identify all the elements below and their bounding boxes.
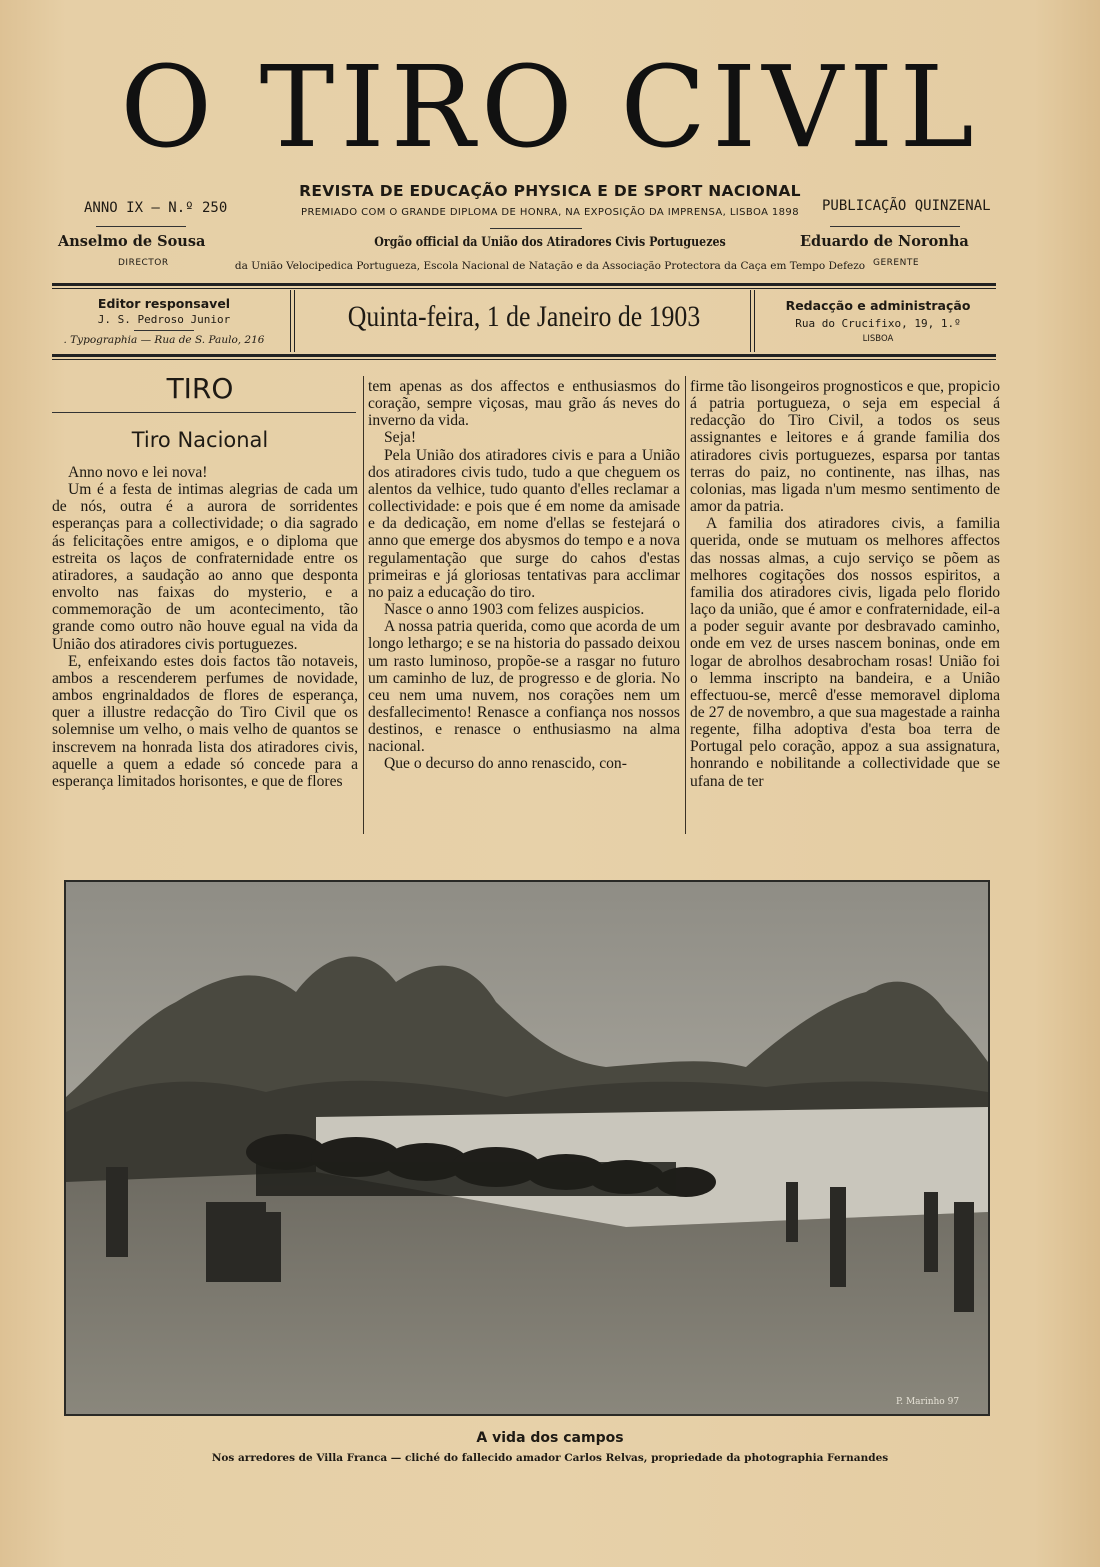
box-divider <box>290 290 291 352</box>
bottom-rule <box>52 354 996 357</box>
admin-city: LISBOA <box>862 334 894 344</box>
manager-role: GERENTE <box>873 258 920 268</box>
paragraph: Seja! <box>384 429 417 447</box>
director-name: Anselmo de Sousa <box>58 233 206 250</box>
paragraph: Nasce o anno 1903 com felizes auspicios. <box>384 601 645 619</box>
article-column-2 <box>368 378 680 773</box>
photo-caption-title: A vida dos campos <box>476 1430 624 1446</box>
top-rule <box>52 283 996 286</box>
paragraph: E, enfeixando estes dois factos tão notaveis, ambos a rescenderem perfumes de novidade, ambos engrinaldados de flores de esperança, quer a illustre redacção do Tiro Civil que os solemnise um velho, o mais velho de quantos se inscrevem na honrada lista dos atiradores civis, aquelle a quem a edade só concede para a esperança limitados horisontes, e que de flores <box>52 652 358 790</box>
publication-frequency: PUBLICAÇÃO QUINZENAL <box>822 198 991 214</box>
divider <box>134 330 194 331</box>
paragraph: Anno novo e lei nova! <box>68 464 208 481</box>
paragraph: Um é a festa de intimas alegrias de cada um de nós, outra é a aurora de sorridentes esperanças para a collectividade; o dia sagrado ás felicitações entre amigos, e o diploma que estreita os laços de confraternidade entre os atiradores, a saudação ao anno que desponta envolto nas faixas do mysterio, e a commemoração de um acontecimento, tão grande como outro não houve egual na vida da União dos atiradores civis portuguezes. <box>52 481 358 653</box>
photo-caption: Nos arredores de Villa Franca — cliché do fallecido amador Carlos Relvas, propriedade da photographia Fernandes <box>211 1452 889 1464</box>
editor-box <box>52 296 276 346</box>
article-column-3 <box>690 378 1000 790</box>
paragraph: Pela União dos atiradores civis e para a União dos atiradores civis tudo, tudo a que cheguem os alentos da velhice, tudo quanto d'elles reclamar a collectividade: e pois que é em nome da amisade e da dedicação, em nome d'ellas se festejará o anno que emerge dos abysmos do tempo e a nova regulamentação que surge do cahos d'estas primeiras e já gloriosas tentativas para acclimar no paiz a educação do tiro. <box>368 446 680 601</box>
official-organ: Orgão official da União dos Atiradores Civis Portuguezes <box>374 235 726 250</box>
column-separator <box>363 376 364 834</box>
paragraph: tem apenas as dos affectos e enthusiasmos do coração, sempre viçosas, mau grão ás neves do inverno da vida. <box>368 378 680 430</box>
admin-label: Redacção e administração <box>785 298 971 313</box>
divider <box>96 226 186 227</box>
section-rule <box>52 412 356 413</box>
award-line: PREMIADO COM O GRANDE DIPLOMA DE HONRA, NA EXPOSIÇÃO DA IMPRENSA, LISBOA 1898 <box>301 207 799 218</box>
top-rule <box>52 288 996 289</box>
article-column-1 <box>52 464 358 790</box>
paragraph: A nossa patria querida, como que acorda de um longo lethargo; e se na historia do passado deixou um rasto luminoso, propõe-se a rasgar no futuro um caminho de luz, de progresso e de gloria. No ceu nem uma nuvem, nos corações nem um desfallecimento! Renasce a confiança nos nossos destinos, e renasce o enthusiasmo na alma nacional. <box>368 618 680 756</box>
issue-number: ANNO IX — N.º 250 <box>84 200 228 216</box>
editor-name: J. S. Pedroso Junior <box>97 313 231 326</box>
box-divider <box>754 290 755 352</box>
masthead-subtitle: REVISTA DE EDUCAÇÃO PHYSICA E DE SPORT NACIONAL <box>299 182 801 200</box>
admin-address: Rua do Crucifixo, 19, 1.º <box>795 317 961 330</box>
paragraph: firme tão lisongeiros prognosticos e que, propicio á patria portugueza, o seja em especial á redacção do Tiro Civil, a todos os seus assignantes e leitores e á grande familia dos atiradores civis portuguezes, esparsa por tantas terras do paiz, no continente, nas ilhas, nas colonias, mas ligada n'um mesmo sentimento de amor da patria. <box>690 378 1000 516</box>
bottom-rule <box>52 359 996 360</box>
administration-box <box>760 298 996 344</box>
typography-address: . Typographia — Rua de S. Paulo, 216 <box>63 334 265 346</box>
paragraph: Que o decurso do anno renascido, con- <box>384 755 627 773</box>
divider <box>490 228 582 229</box>
paragraph: A familia dos atiradores civis, a familia querida, onde se mutuam os melhores affectos das nossas almas, a cujo serviço se põem as melhores cogitações dos nossos espiritos, a familia dos atiradores civis, ligada pelo florido laço da união, que é amor e confraternidade, eil-a a poder seguir avante por desbravado caminho, onde em vez de urses nascem boninas, onde em logar de abrolhos desabrocham rosas! União foi o lemma inscripto na bandeira, e a União effectuou-se, mercê d'esse memoravel diploma de 27 de novembro, a que sua magestade a rainha regente, filha adoptiva d'esta boa terra de Portugal pelo coração, appoz a sua assignatura, honrando e nobilitande a collectividade que se ufana de ter <box>690 515 1000 790</box>
section-title: TIRO <box>166 372 234 405</box>
manager-name: Eduardo de Noronha <box>800 233 969 250</box>
box-divider <box>294 290 295 352</box>
affiliations-line: da União Velocipedica Portugueza, Escola Nacional de Natação e da Associação Protectora da Caça em Tempo Defezo <box>234 260 866 272</box>
landscape-photograph <box>64 880 990 1416</box>
column-separator <box>685 376 686 834</box>
box-divider <box>750 290 751 352</box>
article-title: Tiro Nacional <box>131 428 269 452</box>
masthead-title: O TIRO CIVIL <box>120 43 980 173</box>
director-role: DIRECTOR <box>118 258 169 268</box>
photo-scene <box>66 882 988 1414</box>
photographer-signature: P. Marinho 97 <box>896 1397 960 1407</box>
editor-label: Editor responsavel <box>97 296 231 311</box>
issue-date: Quinta-feira, 1 de Janeiro de 1903 <box>347 300 701 333</box>
divider <box>830 226 960 227</box>
